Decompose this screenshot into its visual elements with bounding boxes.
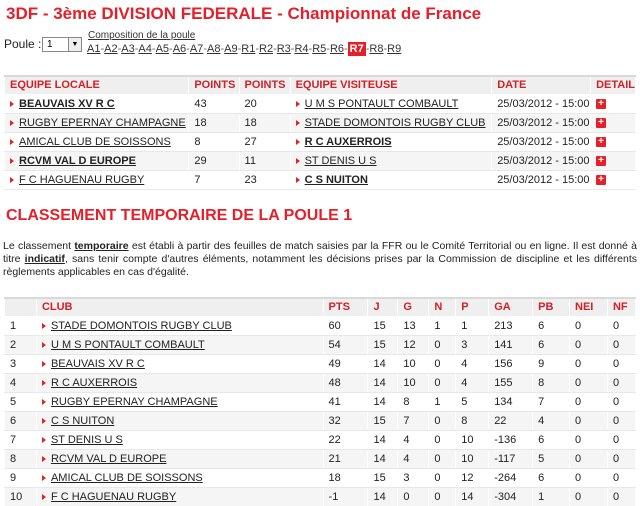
club-link[interactable]: BEAUVAIS XV R C [50, 357, 145, 370]
club-link[interactable]: C S NUITON [50, 414, 115, 427]
n-cell: 1 [429, 316, 456, 335]
triangle-right-icon [42, 475, 46, 481]
poule-link-a5[interactable]: A5 [155, 43, 170, 55]
rank-cell: 8 [5, 449, 37, 468]
pb-cell: 8 [533, 373, 570, 392]
desc-temporaire-link[interactable]: temporaire [74, 240, 129, 252]
poule-link-a4[interactable]: A4 [138, 43, 152, 55]
header-p: P [456, 298, 489, 316]
match-date: 25/03/2012 - 15:00 [492, 170, 591, 189]
away-points: 18 [239, 113, 290, 132]
match-detail-cell [591, 113, 636, 132]
n-cell: 0 [429, 411, 456, 430]
rank-cell: 6 [5, 411, 37, 430]
nei-cell: 0 [570, 316, 608, 335]
poule-link-a7[interactable]: A7 [189, 43, 204, 55]
poule-link-r1[interactable]: R1 [241, 43, 256, 55]
rank-cell: 7 [5, 430, 37, 449]
pb-cell: 7 [533, 392, 570, 411]
j-cell: 14 [368, 392, 398, 411]
match-away-cell [290, 151, 492, 170]
rank-cell: 9 [5, 468, 37, 487]
triangle-right-icon [42, 494, 46, 500]
triangle-right-icon [42, 380, 46, 386]
poule-link-separator: - [117, 43, 122, 55]
ga-cell: -264 [489, 468, 533, 487]
triangle-right-icon [296, 101, 300, 107]
home-team-link[interactable]: AMICAL CLUB DE SOISSONS [19, 135, 171, 148]
home-team-link[interactable]: RCVM VAL D EUROPE [19, 154, 136, 167]
standings-row [5, 316, 636, 335]
classement-title: CLASSEMENT TEMPORAIRE DE LA POULE 1 [6, 207, 353, 224]
club-link[interactable]: R C AUXERROIS [50, 376, 138, 389]
header-points-home: POINTS [189, 76, 239, 94]
club-link[interactable]: U M S PONTAULT COMBAULT [50, 338, 205, 351]
match-date: 25/03/2012 - 15:00 [492, 151, 591, 170]
club-link[interactable]: AMICAL CLUB DE SOISSONS [50, 471, 203, 484]
pts-cell: 48 [323, 373, 368, 392]
p-cell: 8 [456, 411, 489, 430]
desc-text-3: , sans tenir compte d'autres éléments, notamment les décisions prises par la Commission de discipline et les différents règlements applicables en cas d'égalité. [3, 253, 638, 278]
poule-link-separator: - [203, 43, 207, 55]
home-team-link[interactable]: BEAUVAIS XV R C [19, 97, 115, 110]
pts-cell: 54 [323, 335, 368, 354]
g-cell: 0 [398, 487, 429, 506]
poule-link-separator: - [134, 43, 139, 55]
poule-link-separator: - [273, 43, 277, 55]
rank-cell: 10 [5, 487, 37, 506]
club-cell [36, 487, 323, 506]
poule-link-separator: - [365, 43, 370, 55]
nei-cell: 0 [570, 411, 608, 430]
poule-link-separator: - [169, 43, 173, 55]
pts-cell: 49 [323, 354, 368, 373]
g-cell: 10 [398, 354, 429, 373]
match-row [5, 113, 636, 132]
n-cell: 0 [429, 373, 456, 392]
club-cell [36, 392, 323, 411]
poule-link-separator: - [186, 43, 190, 55]
poule-link-separator: - [308, 43, 313, 55]
ga-cell: 213 [489, 316, 533, 335]
poule-link-a6[interactable]: A6 [172, 43, 187, 55]
match-away-cell [290, 94, 492, 113]
nf-cell: 0 [607, 354, 635, 373]
p-cell: 12 [456, 468, 489, 487]
poule-links [87, 43, 401, 55]
triangle-right-icon [42, 418, 46, 424]
away-points: 27 [239, 132, 290, 151]
nei-cell: 0 [570, 487, 608, 506]
match-away-cell [290, 113, 492, 132]
n-cell: 1 [429, 392, 456, 411]
standings-row [5, 335, 636, 354]
nei-cell: 0 [570, 354, 608, 373]
poule-link-separator: - [383, 43, 388, 55]
standings-row [5, 430, 636, 449]
standings-row [5, 373, 636, 392]
club-cell [36, 430, 323, 449]
club-link[interactable]: RCVM VAL D EUROPE [50, 452, 167, 465]
p-cell: 5 [456, 392, 489, 411]
poule-link-r7[interactable]: R7 [349, 43, 364, 55]
pts-cell: 41 [323, 392, 368, 411]
pb-cell: 9 [533, 354, 570, 373]
g-cell: 4 [398, 449, 429, 468]
standings-row [5, 449, 636, 468]
away-points: 23 [239, 170, 290, 189]
poule-link-r4[interactable]: R4 [294, 43, 309, 55]
poule-link-separator: - [220, 43, 225, 55]
home-points: 29 [189, 151, 239, 170]
nei-cell: 0 [570, 430, 608, 449]
away-team-link[interactable]: U M S PONTAULT COMBAULT [304, 97, 459, 110]
g-cell: 4 [398, 430, 429, 449]
pts-cell: -1 [323, 487, 368, 506]
match-detail-cell [591, 94, 636, 113]
matches-header-row [5, 76, 636, 94]
home-team-link[interactable]: RUGBY EPERNAY CHAMPAGNE [19, 116, 186, 129]
rank-cell: 4 [5, 373, 37, 392]
g-cell: 13 [398, 316, 429, 335]
j-cell: 14 [368, 430, 398, 449]
poule-select-value: 1 [47, 39, 53, 50]
ga-cell: -136 [489, 430, 533, 449]
p-cell: 14 [456, 487, 489, 506]
match-date: 25/03/2012 - 15:00 [492, 132, 591, 151]
nf-cell: 0 [607, 430, 635, 449]
classement-description [3, 240, 637, 279]
header-points-away: POINTS [239, 76, 290, 94]
standings-row [5, 411, 636, 430]
rank-cell: 2 [5, 335, 37, 354]
poule-link-r9[interactable]: R9 [387, 43, 402, 55]
club-cell [36, 354, 323, 373]
header-nei: NEI [570, 298, 608, 316]
nei-cell: 0 [570, 449, 608, 468]
match-row [5, 170, 636, 189]
home-points: 18 [189, 113, 239, 132]
match-date: 25/03/2012 - 15:00 [492, 113, 591, 132]
desc-text-1: Le classement [3, 240, 75, 252]
header-away: EQUIPE VISITEUSE [290, 76, 492, 94]
header-rank [5, 298, 37, 316]
nf-cell: 0 [607, 316, 635, 335]
match-away-cell [290, 170, 492, 189]
standings-header-row [5, 298, 636, 316]
p-cell: 10 [456, 430, 489, 449]
club-cell [36, 373, 323, 392]
triangle-right-icon [42, 342, 46, 348]
pts-cell: 22 [323, 430, 368, 449]
match-away-cell [290, 132, 492, 151]
header-ga: GA [489, 298, 533, 316]
nei-cell: 0 [570, 392, 608, 411]
poule-link-r3[interactable]: R3 [276, 43, 291, 55]
p-cell: 3 [456, 335, 489, 354]
match-row [5, 132, 636, 151]
j-cell: 15 [368, 411, 398, 430]
triangle-right-icon [10, 120, 14, 126]
header-nf: NF [607, 298, 635, 316]
club-link[interactable]: ST DENIS U S [50, 433, 123, 446]
plus-icon[interactable]: + [596, 99, 606, 109]
poule-label: Poule : [4, 37, 42, 51]
club-cell [36, 411, 323, 430]
poule-link-r2[interactable]: R2 [259, 43, 274, 55]
p-cell: 1 [456, 316, 489, 335]
nf-cell: 0 [607, 487, 635, 506]
match-detail-cell [591, 132, 636, 151]
plus-icon[interactable]: + [596, 156, 606, 166]
plus-icon[interactable]: + [596, 175, 606, 185]
poule-select[interactable] [42, 37, 82, 52]
g-cell: 3 [398, 468, 429, 487]
standings-row [5, 468, 636, 487]
j-cell: 15 [368, 316, 398, 335]
nei-cell: 0 [570, 468, 608, 487]
ga-cell: 134 [489, 392, 533, 411]
header-pts: PTS [323, 298, 368, 316]
header-j: J [368, 298, 398, 316]
triangle-right-icon [296, 139, 300, 145]
triangle-right-icon [42, 399, 46, 405]
pb-cell: 5 [533, 449, 570, 468]
pts-cell: 18 [323, 468, 368, 487]
nf-cell: 0 [607, 411, 635, 430]
desc-text-2: est établi à partir des feuilles de match saisies par la FFR ou le Comité Territorial ou en ligne. Il est donné à titre [3, 240, 637, 265]
header-date: DATE [492, 76, 591, 94]
poule-link-a1[interactable]: A1 [87, 43, 101, 55]
header-g: G [398, 298, 429, 316]
triangle-right-icon [42, 437, 46, 443]
ga-cell: 156 [489, 354, 533, 373]
triangle-right-icon [296, 177, 300, 183]
match-row [5, 151, 636, 170]
ga-cell: 141 [489, 335, 533, 354]
n-cell: 0 [429, 335, 456, 354]
club-cell [36, 335, 323, 354]
p-cell: 10 [456, 449, 489, 468]
chevron-down-icon: ▼ [68, 38, 81, 51]
matches-table [4, 75, 636, 190]
triangle-right-icon [10, 158, 14, 164]
poule-link-a2[interactable]: A2 [104, 43, 118, 55]
poule-link-separator: - [344, 43, 348, 55]
club-cell [36, 468, 323, 487]
pb-cell: 6 [533, 316, 570, 335]
standings-row [5, 354, 636, 373]
club-link[interactable]: STADE DOMONTOIS RUGBY CLUB [50, 319, 232, 332]
poule-link-separator: - [290, 43, 295, 55]
poule-link-a9[interactable]: A9 [224, 43, 238, 55]
nf-cell: 0 [607, 335, 635, 354]
poule-link-separator: - [237, 43, 242, 55]
desc-indicatif-link[interactable]: indicatif [24, 253, 65, 265]
rank-cell: 3 [5, 354, 37, 373]
nf-cell: 0 [607, 373, 635, 392]
poule-link-separator: - [100, 43, 105, 55]
poule-link-r8[interactable]: R8 [369, 43, 384, 55]
p-cell: 4 [456, 354, 489, 373]
match-home-cell [5, 132, 189, 151]
ga-cell: -304 [489, 487, 533, 506]
poule-link-a8[interactable]: A8 [206, 43, 221, 55]
club-link[interactable]: F C HAGUENAU RUGBY [50, 490, 177, 503]
header-club: CLUB [36, 298, 323, 316]
match-home-cell [5, 113, 189, 132]
n-cell: 0 [429, 430, 456, 449]
nf-cell: 0 [607, 449, 635, 468]
away-team-link[interactable]: R C AUXERROIS [304, 135, 392, 148]
plus-icon[interactable]: + [596, 118, 606, 128]
home-points: 8 [189, 132, 239, 151]
pb-cell: 6 [533, 468, 570, 487]
j-cell: 14 [368, 354, 398, 373]
away-team-link[interactable]: C S NUITON [304, 173, 368, 186]
j-cell: 14 [368, 487, 398, 506]
poule-link-r6[interactable]: R6 [329, 43, 344, 55]
ga-cell: -117 [489, 449, 533, 468]
pb-cell: 6 [533, 335, 570, 354]
ga-cell: 22 [489, 411, 533, 430]
p-cell: 4 [456, 373, 489, 392]
n-cell: 0 [429, 354, 456, 373]
header-pb: PB [533, 298, 570, 316]
triangle-right-icon [42, 361, 46, 367]
home-points: 7 [189, 170, 239, 189]
plus-icon[interactable]: + [596, 137, 606, 147]
page-title: 3DF - 3ème DIVISION FEDERALE - Championnat de France [6, 4, 482, 23]
triangle-right-icon [42, 456, 46, 462]
n-cell: 0 [429, 487, 456, 506]
poule-link-separator: - [255, 43, 259, 55]
match-home-cell [5, 170, 189, 189]
triangle-right-icon [10, 177, 14, 183]
pts-cell: 21 [323, 449, 368, 468]
poule-link-separator: - [326, 43, 330, 55]
g-cell: 10 [398, 373, 429, 392]
g-cell: 12 [398, 335, 429, 354]
n-cell: 0 [429, 449, 456, 468]
g-cell: 8 [398, 392, 429, 411]
standings-row [5, 487, 636, 506]
triangle-right-icon [10, 101, 14, 107]
nf-cell: 0 [607, 468, 635, 487]
ga-cell: 155 [489, 373, 533, 392]
nei-cell: 0 [570, 335, 608, 354]
away-team-link[interactable]: ST DENIS U S [304, 154, 377, 167]
away-points: 11 [239, 151, 290, 170]
poule-link-separator: - [151, 43, 156, 55]
j-cell: 14 [368, 449, 398, 468]
header-home: EQUIPE LOCALE [5, 76, 189, 94]
pb-cell: 1 [533, 487, 570, 506]
club-link[interactable]: RUGBY EPERNAY CHAMPAGNE [50, 395, 218, 408]
n-cell: 0 [429, 468, 456, 487]
j-cell: 15 [368, 335, 398, 354]
triangle-right-icon [10, 139, 14, 145]
club-cell [36, 316, 323, 335]
match-home-cell [5, 151, 189, 170]
j-cell: 14 [368, 373, 398, 392]
pts-cell: 60 [323, 316, 368, 335]
match-row [5, 94, 636, 113]
header-n: N [429, 298, 456, 316]
club-cell [36, 449, 323, 468]
composition-link[interactable]: Composition de la poule [88, 30, 196, 41]
standings-table [4, 297, 636, 506]
home-team-link[interactable]: F C HAGUENAU RUGBY [19, 173, 145, 186]
triangle-right-icon [42, 323, 46, 329]
nei-cell: 0 [570, 373, 608, 392]
g-cell: 7 [398, 411, 429, 430]
match-detail-cell [591, 170, 636, 189]
home-points: 43 [189, 94, 239, 113]
match-date: 25/03/2012 - 15:00 [492, 94, 591, 113]
rank-cell: 1 [5, 316, 37, 335]
match-detail-cell [591, 151, 636, 170]
triangle-right-icon [296, 120, 300, 126]
pb-cell: 6 [533, 430, 570, 449]
j-cell: 15 [368, 468, 398, 487]
away-points: 20 [239, 94, 290, 113]
nf-cell: 0 [607, 392, 635, 411]
triangle-right-icon [296, 158, 300, 164]
header-detail: DETAIL [591, 76, 636, 94]
pb-cell: 4 [533, 411, 570, 430]
standings-row [5, 392, 636, 411]
rank-cell: 5 [5, 392, 37, 411]
poule-link-r5[interactable]: R5 [312, 43, 327, 55]
pts-cell: 32 [323, 411, 368, 430]
away-team-link[interactable]: STADE DOMONTOIS RUGBY CLUB [304, 116, 486, 129]
match-home-cell [5, 94, 189, 113]
poule-link-a3[interactable]: A3 [121, 43, 135, 55]
